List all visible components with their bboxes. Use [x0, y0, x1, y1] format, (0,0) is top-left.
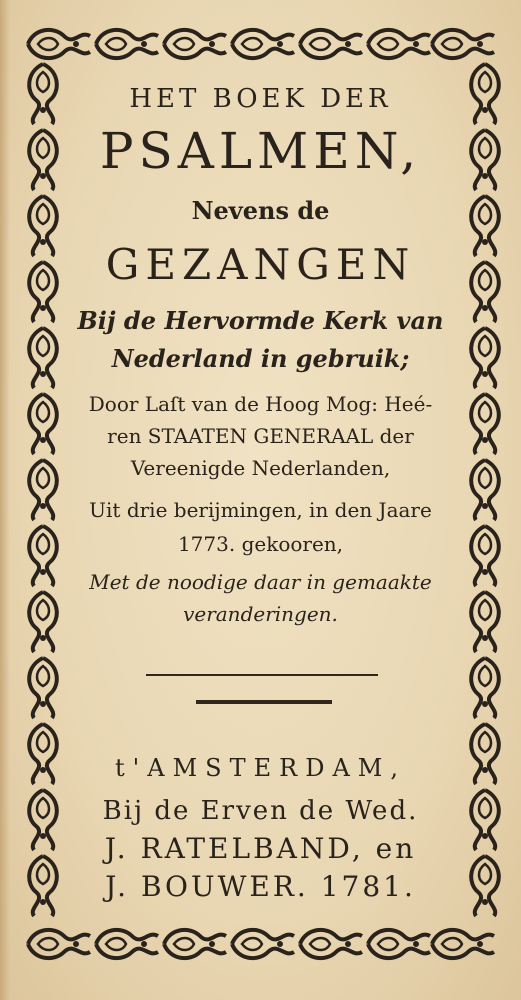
imprint-publisher-line-1: Bij de Erven de Wed. — [102, 796, 419, 826]
bottom-ornament-border — [24, 922, 498, 966]
horizontal-rule-long — [146, 674, 378, 676]
heading-gezangen: GEZANGEN — [105, 240, 416, 289]
imprint-publisher-line-2: J. RATELBAND, en — [104, 832, 417, 865]
top-ornament-border — [24, 22, 498, 66]
authority-line-1: Door Laſt van de Hoog Mog: Heé- — [88, 392, 433, 416]
changes-line-2: veranderingen. — [183, 602, 338, 626]
heading-het-boek-der: HET BOEK DER — [129, 84, 392, 114]
origin-line-1: Uit drie berijmingen, in den Jaare — [89, 498, 432, 522]
imprint-publisher-line-3: J. BOUWER. 1781. — [105, 870, 416, 903]
imprint-city: t'AMSTERDAM, — [115, 754, 406, 782]
origin-line-2: 1773. gekooren, — [177, 532, 344, 556]
authority-line-2: ren STAATEN GENERAAL der — [107, 424, 414, 448]
authority-line-3: Vereenigde Nederlanden, — [130, 456, 391, 480]
changes-line-1: Met de noodige daar in gemaakte — [89, 570, 432, 594]
heading-psalmen: PSALMEN, — [99, 122, 422, 180]
horizontal-rule-short — [196, 700, 332, 704]
heading-nevens-de: Nevens de — [191, 196, 330, 225]
subtitle-nederland: Nederland in gebruik; — [111, 344, 410, 373]
subtitle-hervormde-kerk: Bij de Hervormde Kerk van — [77, 306, 444, 335]
